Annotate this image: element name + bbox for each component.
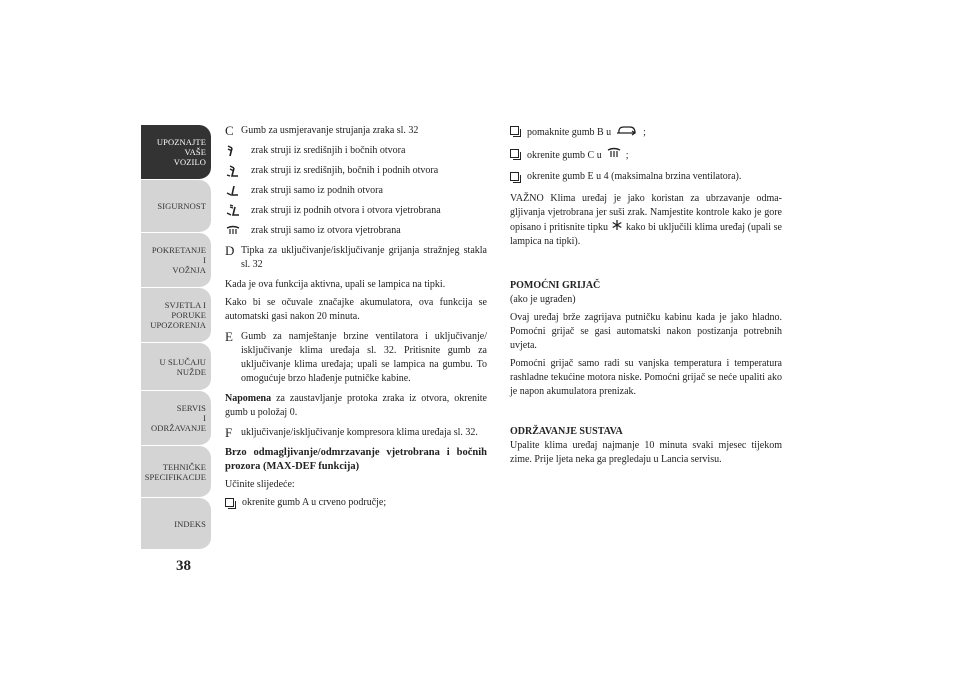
item-text: uključivanje/isključivanje kompresora klima uređaja sl. 32. [241,427,478,438]
airflow-row [225,224,487,238]
page-number: 38 [176,558,191,574]
bullet-item [510,147,782,164]
bullet-text: okrenite gumb A u crveno područje; [242,497,387,508]
tab-svjetla-poruke[interactable] [141,288,211,343]
bullet-item [225,496,487,510]
recirculation-off-icon [615,124,639,141]
item-letter: C [225,123,234,138]
paragraph: Kako bi se očuvale značajke akumulatora, ova funkcija se automatski gasi nakon 20 minuta. [225,297,487,322]
tab-pokretanje-i-voznja[interactable] [141,233,211,288]
airflow-center-side-icon [225,144,251,158]
windshield-defrost-icon [225,224,251,238]
checkbox-bullet-icon [510,126,519,135]
tab-sigurnost[interactable] [141,180,211,233]
airflow-center-side-foot-icon [225,164,251,178]
item-letter: F [225,425,233,440]
tab-servis-i-odrzavanje[interactable] [141,391,211,446]
item-letter: D [225,243,235,258]
item-f [225,426,487,440]
paragraph: Upalite klima uređaj najmanje 10 minuta svaki mjesec tijekom zime. Prije ljeta neka ga pregledaju u Lancia servisu. [510,440,782,465]
paragraph: Pomoćni grijač samo radi su vanjska temperatura i temperatura rashladne tekućine motora niske. Pomoćni grijač se neće upaliti ako je napon akumulatora prenizak. [510,358,782,397]
right-column [510,124,782,471]
snowflake-icon [612,220,622,235]
note-text: za zaustavljanje protoka zraka iz otvora, okrenite gumb u položaj 0. [225,393,487,418]
important-paragraph [510,192,782,249]
item-e [225,330,487,386]
checkbox-bullet-icon [225,498,234,507]
item-text: Tipka za uključivanje/isključivanje grijanja stražnjeg stakla sl. 32 [241,245,487,270]
airflow-row [225,144,487,158]
airflow-row [225,204,487,218]
note-paragraph [225,392,487,420]
tab-upoznajte-vase-vozilo[interactable] [141,125,211,180]
airflow-foot-windshield-icon [225,204,251,218]
item-text: Gumb za usmjeravanje strujanja zraka sl. 32 [241,125,419,136]
bullet-text [527,124,646,141]
bullet-text-post: ; [625,149,629,161]
item-d [225,244,487,272]
airflow-row [225,184,487,198]
left-column [225,124,487,516]
airflow-foot-icon [225,184,251,198]
tab-label: INDEKS [174,518,206,529]
tab-label: UPOZNAJTE VAŠE VOZILO [156,137,206,167]
airflow-text: zrak struji iz središnjih, bočnih i podnih otvora [251,165,439,176]
aux-heater-heading: POMOĆNI GRIJAČ [510,280,601,291]
bullet-item [510,170,782,184]
important-text-pre: VAŽNO Klima uređaj je jako koristan za ubrzavanje odma-gljivanja vjetrobrana jer suši zrak. Namjestite kontrole kako je gore opisano i pritisnite tipku [510,193,782,233]
bullet-text-pre: okrenite gumb C u [527,149,602,161]
tab-indeks[interactable] [141,498,211,550]
bullet-text-post: ; [643,126,646,138]
checkbox-bullet-icon [510,149,519,158]
bullet-item [510,124,782,141]
tab-label: SIGURNOST [157,201,206,211]
aux-heater-subtitle: (ako je ugrađen) [510,294,576,305]
tab-label: SVJETLA I PORUKE UPOZORENJA [150,300,206,330]
maxdef-heading: Brzo odmagljivanje/odmrzavanje vjetrobrana i bočnih prozora (MAX-DEF funkcija) [225,447,487,472]
item-text: Gumb za namještanje brzine ventilatora i uključivanje/ isključivanje klima uređaja sl. 32. Pritisnite gumb za uključivanje klima uređaja; upali se lampica na gumbu. To omogućuje brzo hlađenje putničke kabine. [241,331,487,384]
airflow-row [225,164,487,178]
paragraph: Kada je ova funkcija aktivna, upali se lampica na tipki. [225,279,446,290]
airflow-text: zrak struji iz podnih otvora i otvora vjetrobrana [251,205,441,216]
tab-tehnicke-specifikacije[interactable] [141,446,211,498]
bullet-text: okrenite gumb E u 4 (maksimalna brzina ventilatora). [527,171,742,182]
airflow-text: zrak struji samo iz otvora vjetrobrana [251,225,401,236]
item-letter: E [225,329,233,344]
chapter-sidebar [141,125,211,550]
airflow-text: zrak struji samo iz podnih otvora [251,185,383,196]
note-label: Napomena [225,393,272,404]
tab-label: TEHNIČKE SPECIFIKACIJE [144,461,206,482]
bullet-text [527,147,629,164]
tab-label: POKRETANJE I VOŽNJA [151,245,206,275]
tab-label: SERVIS I ODRŽAVANJE [150,403,206,433]
paragraph: Učinite slijedeće: [225,479,295,490]
checkbox-bullet-icon [510,172,519,181]
maintenance-heading: ODRŽAVANJE SUSTAVA [510,426,623,437]
airflow-text: zrak struji iz središnjih i bočnih otvora [251,145,406,156]
tab-label: U SLUČAJU NUŽDE [159,356,206,377]
item-c [225,124,487,138]
windshield-defrost-icon [606,147,622,164]
paragraph: Ovaj uređaj brže zagrijava putničku kabinu kada je jako hladno. Pomoćni grijač se gasi automatski nakon postizanja potrebnih uvjeta. [510,312,782,351]
tab-u-slucaju-nuzde[interactable] [141,343,211,391]
bullet-text-pre: pomaknite gumb B u [527,126,612,138]
important-text-post: kako bi uključili klima uređaj (upali se lampica na tipki). [510,221,782,247]
